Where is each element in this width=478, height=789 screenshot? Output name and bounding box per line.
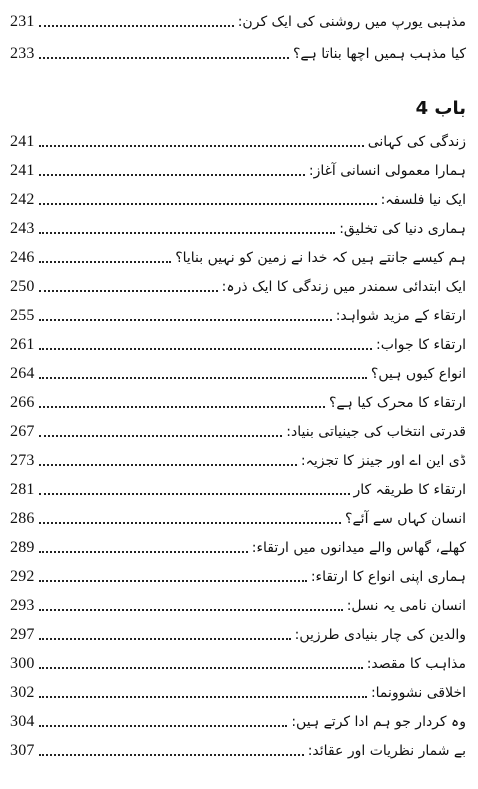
dot-leader — [39, 696, 367, 698]
toc-entry — [10, 302, 466, 326]
entry-title: ارتقاء کا طریقہ کار — [353, 482, 466, 498]
dot-leader — [39, 319, 332, 321]
dot-leader — [39, 609, 343, 611]
toc-entry — [10, 650, 466, 674]
dot-leader — [39, 57, 289, 59]
toc-entry — [10, 737, 466, 761]
dot-leader — [39, 203, 377, 205]
dot-leader — [39, 406, 325, 408]
toc-entry — [10, 534, 466, 558]
dot-leader — [39, 25, 234, 27]
dot-leader — [39, 754, 304, 756]
toc-entry — [10, 592, 466, 616]
toc-entry — [10, 244, 466, 268]
page-number: 233 — [10, 45, 35, 62]
page-number: 286 — [10, 510, 35, 527]
dot-leader — [39, 667, 363, 669]
dot-leader — [39, 348, 372, 350]
toc-entry — [10, 186, 466, 210]
toc-entry — [10, 621, 466, 645]
entry-title: کیا مذہب ہمیں اچھا بناتا ہے؟ — [292, 46, 466, 62]
dot-leader — [39, 493, 350, 495]
dot-leader — [39, 638, 291, 640]
toc-entry — [10, 273, 466, 297]
toc-entry — [10, 679, 466, 703]
toc-entry — [10, 360, 466, 384]
page-number: 255 — [10, 307, 35, 324]
toc-entry — [10, 40, 466, 64]
page-number: 273 — [10, 452, 35, 469]
toc-entry — [10, 505, 466, 529]
page-number: 304 — [10, 713, 35, 730]
entry-title: کھلے، گھاس والے میدانوں میں ارتقاء: — [251, 540, 466, 556]
page-number: 261 — [10, 336, 35, 353]
entry-title: ارتقاء کا محرک کیا ہے؟ — [329, 395, 466, 411]
dot-leader — [39, 145, 364, 147]
dot-leader — [39, 377, 367, 379]
toc-entry — [10, 708, 466, 732]
page-number: 242 — [10, 191, 35, 208]
page-number: 241 — [10, 162, 35, 179]
toc-entry — [10, 563, 466, 587]
entry-title: ایک ابتدائی سمندر میں زندگی کا ایک ذرہ: — [221, 279, 466, 295]
page-number: 281 — [10, 481, 35, 498]
page-number: 231 — [10, 13, 35, 30]
entry-title: والدین کی چار بنیادی طرزیں: — [294, 627, 466, 643]
entry-title: مذاہب کا مقصد: — [366, 656, 466, 672]
entry-title: ہم کیسے جانتے ہیں کہ خدا نے زمین کو نہیں بنایا؟ — [175, 250, 466, 266]
entry-title: انسان نامی یہ نسل: — [346, 598, 466, 614]
entry-title: انسان کہاں سے آئے؟ — [345, 511, 466, 527]
toc-entry — [10, 476, 466, 500]
entry-title: انواع کیوں ہیں؟ — [370, 366, 466, 382]
page-number: 246 — [10, 249, 35, 266]
toc-entry — [10, 215, 466, 239]
page-number: 300 — [10, 655, 35, 672]
entry-title: ارتقاء کا جواب: — [376, 337, 466, 353]
page-number: 250 — [10, 278, 35, 295]
entry-title: قدرتی انتخاب کی جینیاتی بنیاد: — [286, 424, 466, 440]
dot-leader — [39, 290, 218, 292]
page-number: 289 — [10, 539, 35, 556]
entry-title: زندگی کی کہانی — [367, 134, 466, 150]
chapter-heading: باب 4 — [415, 98, 466, 119]
dot-leader — [39, 261, 172, 263]
page-number: 297 — [10, 626, 35, 643]
entry-title: ایک نیا فلسفہ: — [380, 192, 466, 208]
toc-entry — [10, 128, 466, 152]
entry-title: ہماری دنیا کی تخلیق: — [339, 221, 466, 237]
toc-entry — [10, 8, 466, 32]
page-number: 243 — [10, 220, 35, 237]
page-number: 307 — [10, 742, 35, 759]
toc-entry — [10, 418, 466, 442]
entry-title: وہ کردار جو ہم ادا کرتے ہیں: — [291, 714, 466, 730]
page-number: 241 — [10, 133, 35, 150]
dot-leader — [39, 551, 248, 553]
entry-title: مذہبی یورپ میں روشنی کی ایک کرن: — [237, 14, 466, 30]
page-number: 302 — [10, 684, 35, 701]
page-number: 267 — [10, 423, 35, 440]
entry-title: ہمارا معمولی انسانی آغاز: — [308, 163, 466, 179]
entry-title: ہماری اپنی انواع کا ارتقاء: — [310, 569, 466, 585]
page-number: 264 — [10, 365, 35, 382]
page-number: 266 — [10, 394, 35, 411]
page-number: 292 — [10, 568, 35, 585]
dot-leader — [39, 232, 336, 234]
toc-entry — [10, 389, 466, 413]
dot-leader — [39, 725, 288, 727]
dot-leader — [39, 522, 341, 524]
toc-entry — [10, 447, 466, 471]
entry-title: بے شمار نظریات اور عقائد: — [307, 743, 466, 759]
toc-entry — [10, 157, 466, 181]
dot-leader — [39, 435, 283, 437]
page-number: 293 — [10, 597, 35, 614]
entry-title: ارتقاء کے مزید شواہد: — [335, 308, 466, 324]
dot-leader — [39, 580, 307, 582]
entry-title: ڈی این اے اور جینز کا تجزیہ: — [300, 453, 466, 469]
dot-leader — [39, 464, 297, 466]
toc-entry — [10, 331, 466, 355]
entry-title: اخلاقی نشوونما: — [370, 685, 466, 701]
dot-leader — [39, 174, 305, 176]
